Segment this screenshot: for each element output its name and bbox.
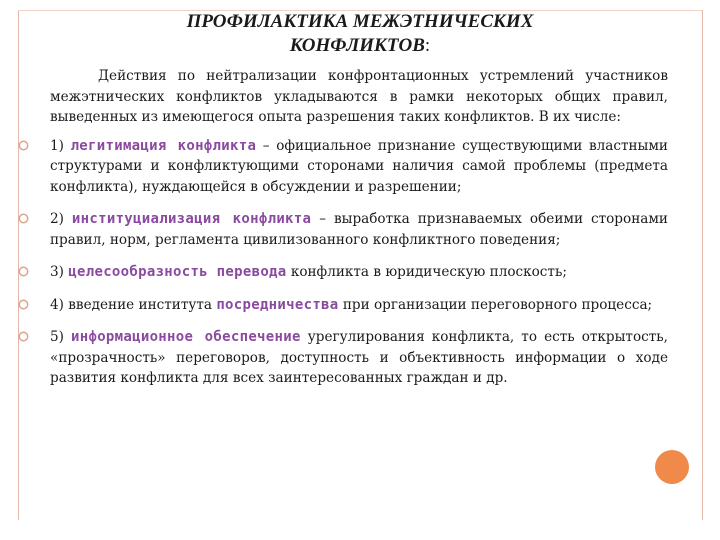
list-item <box>50 262 668 283</box>
item-number: 2) <box>50 211 64 227</box>
item-highlight: посредничества <box>216 296 339 313</box>
right-frame-line <box>702 10 703 520</box>
item-number: 3) <box>50 264 64 280</box>
title-line-2-wrap <box>60 34 660 58</box>
accent-circle <box>655 450 689 484</box>
title-line-2: КОНФЛИКТОВ <box>289 35 425 56</box>
intro-paragraph: Действия по нейтрализации конфронтационных устремлений участников межэтнических конфликтов укладываются в рамки некоторых общих правил, выведенных из имеющегося опыта разрешения таких конфликтов. В их числе: <box>50 68 668 125</box>
item-number: 4) <box>50 296 64 313</box>
title-line-1: ПРОФИЛАКТИКА МЕЖЭТНИЧЕСКИХ <box>186 11 534 32</box>
open-circle-bullet-icon <box>18 213 29 224</box>
title-line-2-suffix: : <box>424 35 431 56</box>
item-text: – выработка признаваемых обеими сторонами правил, норм, регламента цивилизованного конфликтного поведения; <box>50 211 668 248</box>
item-text: при организации переговорного процесса; <box>338 296 653 313</box>
item-highlight: целесообразность перевода <box>68 264 287 280</box>
list-item <box>50 136 668 198</box>
item-highlight: информационное обеспечение <box>71 329 301 345</box>
item-text: конфликта в юридическую плоскость; <box>286 264 567 280</box>
item-prefix: введение института <box>68 296 217 313</box>
open-circle-bullet-icon <box>18 331 29 342</box>
list-item <box>50 209 668 250</box>
list-item <box>50 295 668 316</box>
item-highlight: институциализация конфликта <box>71 211 312 227</box>
slide-title <box>60 10 660 58</box>
item-text: – официальное признание существующими властными структурами и конфликтующими сторонами наличия самой проблемы (предмета конфликта), нуждающейся в обсуждении и разрешении; <box>50 137 668 195</box>
open-circle-bullet-icon <box>18 299 29 310</box>
item-highlight: легитимация конфликта <box>70 137 257 154</box>
open-circle-bullet-icon <box>18 266 29 277</box>
list-item <box>50 327 668 389</box>
left-frame-line <box>18 10 19 520</box>
slide-body <box>50 66 668 401</box>
rules-list <box>50 136 668 389</box>
item-number: 5) <box>50 329 64 345</box>
open-circle-bullet-icon <box>18 140 29 151</box>
item-text: урегулирования конфликта, то есть открытость, «прозрачность» переговоров, доступность и объективность информации о ходе развития конфликта для всех заинтересованных граждан и др. <box>50 329 668 386</box>
item-number: 1) <box>50 137 64 154</box>
